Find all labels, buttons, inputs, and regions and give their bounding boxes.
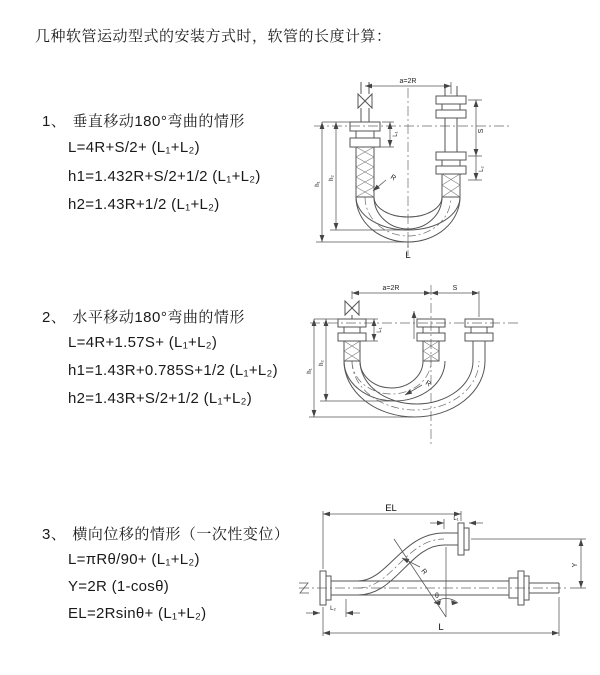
formula-3-L: L=πRθ/90+ (L₁+L₂) bbox=[68, 551, 200, 568]
dim-label-s: S bbox=[478, 128, 485, 134]
right-pipe-flange bbox=[436, 86, 466, 197]
dim-label-y: Y bbox=[572, 562, 579, 568]
dimension-a-2r-and-s bbox=[352, 285, 479, 317]
diagram-vertical-180-bend-svg bbox=[308, 72, 585, 260]
diagram-lateral-displacement bbox=[296, 503, 593, 645]
formula-1-L: L=4R+S/2+ (L₁+L₂) bbox=[68, 139, 200, 156]
hose-s-curve bbox=[358, 533, 444, 595]
dimension-el bbox=[323, 503, 461, 569]
dim-label-l: L bbox=[438, 622, 444, 633]
movement-arrow bbox=[412, 311, 417, 339]
valve-icon bbox=[358, 82, 372, 122]
formula-3-Y: Y=2R (1-cosθ) bbox=[68, 578, 170, 595]
dim-label-s: S bbox=[452, 285, 458, 292]
diagram-horizontal-180-bend-svg bbox=[306, 281, 593, 453]
section-1-title: 垂直移动180°弯曲的情形 bbox=[72, 113, 245, 130]
dim-label-l1: L₁ bbox=[377, 327, 383, 333]
diagram-lateral-displacement-svg bbox=[296, 503, 593, 645]
dim-label-l1: L₁ bbox=[453, 516, 459, 522]
section-1-heading bbox=[42, 110, 245, 131]
formula-1-h1: h1=1.432R+S/2+1/2 (L₁+L₂) bbox=[68, 168, 261, 185]
section-2-title: 水平移动180°弯曲的情形 bbox=[72, 309, 245, 326]
formula-2-L: L=4R+1.57S+ (L₁+L₂) bbox=[68, 334, 218, 351]
centerlines bbox=[310, 285, 521, 445]
formula-3-EL: EL=2Rsinθ+ (L₁+L₂) bbox=[68, 605, 207, 622]
diagram-horizontal-180-bend bbox=[306, 281, 593, 453]
diagram-vertical-180-bend bbox=[308, 72, 585, 260]
length-callout bbox=[405, 242, 410, 260]
dimension-l2 bbox=[468, 156, 485, 180]
dim-label-h2: h₂ bbox=[319, 360, 325, 366]
dimension-l2 bbox=[306, 599, 360, 617]
valve-icon bbox=[345, 301, 359, 319]
radius-callout bbox=[405, 380, 432, 395]
dim-label-r: R bbox=[419, 567, 429, 577]
dim-label-h2: h₂ bbox=[329, 175, 335, 181]
dimension-l1 bbox=[430, 516, 483, 529]
formula-1-h2: h2=1.43R+1/2 (L₁+L₂) bbox=[68, 196, 220, 213]
dim-label-r: R bbox=[388, 173, 397, 183]
dim-label-l-total: L bbox=[405, 250, 411, 260]
left-pipe-flange bbox=[338, 319, 366, 361]
left-pipe-flange bbox=[350, 122, 380, 197]
section-2-heading bbox=[42, 306, 245, 327]
section-3-heading bbox=[42, 523, 289, 544]
right-pipe-flange bbox=[465, 319, 493, 361]
dim-label-l1: L₁ bbox=[393, 131, 399, 137]
section-1-number: 1、 bbox=[42, 113, 67, 130]
page-title: 几种软管运动型式的安装方式时，软管的长度计算： bbox=[35, 28, 392, 45]
dimension-h1-h2 bbox=[315, 122, 408, 242]
dim-label-h1: h₁ bbox=[315, 181, 321, 187]
dim-label-l2: L₂ bbox=[330, 606, 336, 612]
dim-label-h1: h₁ bbox=[307, 368, 313, 374]
section-2-number: 2、 bbox=[42, 309, 67, 326]
dimension-s bbox=[468, 100, 485, 156]
dim-label-theta: θ bbox=[435, 593, 439, 600]
dim-label-a2r: a=2R bbox=[382, 285, 400, 292]
dimension-l1 bbox=[360, 319, 383, 341]
section-3-number: 3、 bbox=[42, 526, 67, 543]
dim-label-l2: L₂ bbox=[479, 166, 485, 172]
dim-label-el: EL bbox=[385, 503, 397, 514]
dim-label-a2r: a=2R bbox=[399, 78, 417, 85]
upper-flange bbox=[444, 523, 469, 555]
formula-2-h1: h1=1.43R+0.785S+1/2 (L₁+L₂) bbox=[68, 362, 278, 379]
centerline bbox=[299, 583, 568, 593]
radius-callout bbox=[373, 174, 397, 191]
section-3-title: 横向位移的情形（一次性变位） bbox=[72, 526, 290, 543]
formula-2-h2: h2=1.43R+S/2+1/2 (L₁+L₂) bbox=[68, 390, 253, 407]
dim-label-r: R bbox=[424, 379, 432, 389]
